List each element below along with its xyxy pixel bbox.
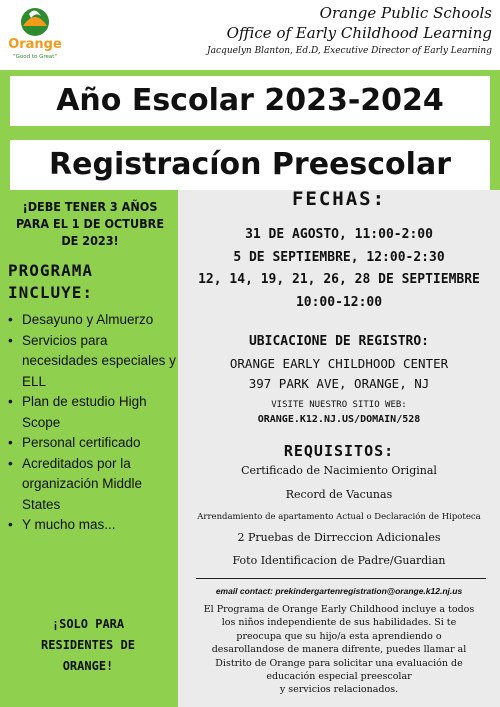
notice-line: y servicios relacionados. <box>279 684 399 696</box>
age-requirement-line: PARA EL 1 DE OCTUBRE <box>15 216 165 231</box>
dates-list <box>178 224 500 314</box>
age-requirement-line: DE 2023! <box>61 233 119 248</box>
office-name: Office of Early Childhood Learning <box>226 24 492 42</box>
notice-line: desarollandose de manera difrente, puedes llamar al <box>211 644 467 656</box>
program-heading-line: PROGRAMA <box>8 261 94 280</box>
dates-heading: FECHAS: <box>291 188 387 210</box>
notice-line: educación especial preescolar <box>266 671 412 683</box>
email-contact[interactable]: email contact: prekindergartenregistration@orange.k12.nj.us <box>215 586 463 596</box>
notice-line: El Programa de Orange Early Childhood incluye a todos <box>203 604 475 615</box>
residents-only-line: RESIDENTES DE <box>41 638 135 652</box>
notice-line: Distrito de Orange para solicitar una evaluación de <box>215 657 463 669</box>
logo-wordmark: Orange <box>8 37 62 52</box>
registration-title: Registracíon Preescolar <box>10 140 490 190</box>
date-line: 10:00-12:00 <box>295 294 383 310</box>
requirement-item: Foto Identificacion de Padre/Guardian <box>232 554 446 567</box>
residents-only-note <box>18 614 158 677</box>
date-line: 5 DE SEPTIEMBRE, 12:00-2:30 <box>233 249 445 265</box>
requirement-item: Arrendamiento de apartamento Actual o Declaración de Hipoteca <box>197 512 481 522</box>
program-item: • Servicios para necesidades especiales y ELL <box>8 331 176 393</box>
program-list <box>8 310 176 536</box>
visit-label: VISITE NUESTRO SITIO WEB: <box>271 400 407 410</box>
residents-only-line: ORANGE! <box>62 659 114 673</box>
program-item: • Plan de estudio High Scope <box>8 392 176 433</box>
age-requirement-line: ¡DEBE TENER 3 AÑOS <box>22 199 158 214</box>
requirement-item: 2 Pruebas de Dirreccion Adicionales <box>237 531 441 544</box>
district-logo <box>6 4 64 64</box>
orange-logo-icon <box>6 4 64 64</box>
location-name: ORANGE EARLY CHILDHOOD CENTER <box>229 356 449 371</box>
school-year-title: Año Escolar 2023-2024 <box>10 76 490 126</box>
residents-only-line: ¡SOLO PARA <box>51 617 125 631</box>
website-link[interactable]: ORANGE.K12.NJ.US/DOMAIN/528 <box>257 414 421 425</box>
program-heading <box>8 260 173 304</box>
notice-line: los niños independiente de sus habilidades. Si te <box>221 617 457 629</box>
age-requirement <box>10 198 170 249</box>
requirement-item: Record de Vacunas <box>285 488 393 501</box>
inclusion-notice <box>190 603 488 697</box>
district-name: Orange Public Schools <box>319 4 492 22</box>
date-line: 12, 14, 19, 21, 26, 28 DE SEPTIEMBRE <box>198 272 480 287</box>
location-heading: UBICACIONE DE REGISTRO: <box>248 334 429 349</box>
program-item: • Personal certificado <box>8 433 176 454</box>
divider-line <box>196 578 486 579</box>
header <box>0 0 500 70</box>
location-address: 397 PARK AVE, ORANGE, NJ <box>248 376 430 391</box>
notice-line: preocupa que su hijo/a esta aprendiendo o <box>236 630 442 642</box>
requirement-item: Certificado de Nacimiento Original <box>241 464 437 477</box>
logo-tagline: "Good to Great" <box>13 54 57 60</box>
program-item: • Y mucho mas... <box>8 515 176 536</box>
program-item: • Acreditados por la organización Middle States <box>8 454 176 516</box>
program-heading-line: INCLUYE: <box>8 283 94 302</box>
program-item: • Desayuno y Almuerzo <box>8 310 176 331</box>
director-name: Jacquelyn Blanton, Ed.D, Executive Director of Early Learning <box>207 46 492 56</box>
date-line: 31 DE AGOSTO, 11:00-2:00 <box>245 227 433 242</box>
requirements-heading: REQUISITOS: <box>283 442 395 460</box>
